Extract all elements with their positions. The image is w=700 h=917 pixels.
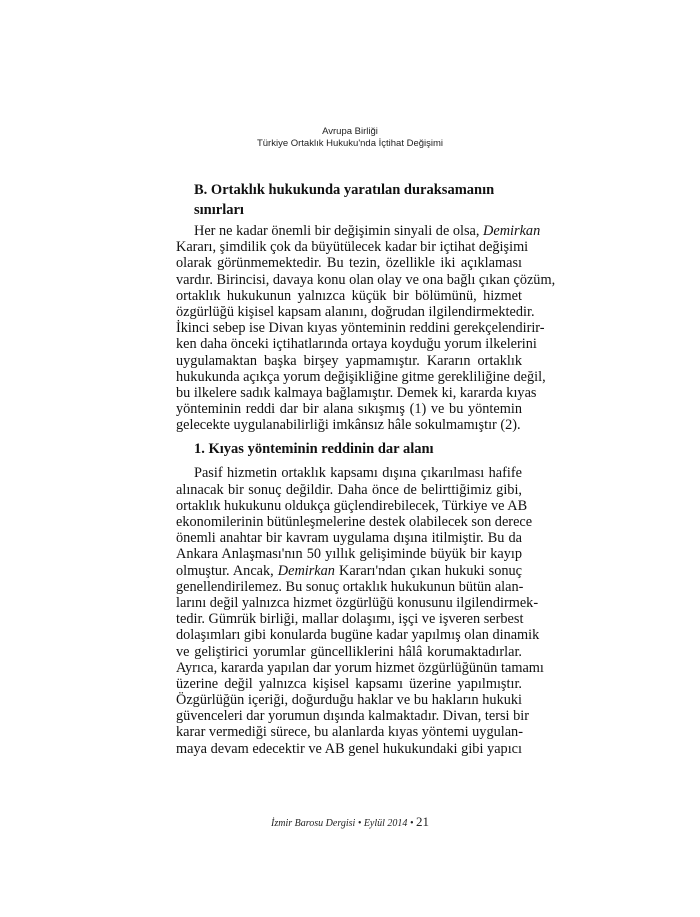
text-line: ekonomilerinin bütünleşmelerine destek olabilecek son derece [176,514,533,530]
text-line: Her ne kadar önemli bir değişimin sinyali de olsa, Demirkan [194,223,541,239]
page-number: 21 [415,814,429,829]
running-head-subtitle: Türkiye Ortaklık Hukuku'nda İçtihat Değişimi [256,138,444,149]
issue-date: Eylül 2014 [363,818,408,829]
text-line: ortaklık hukukunu oldukça güçlendirebilecek, Türkiye ve AB [176,497,528,514]
text-line: ortaklık hukukunun yalnızca küçük bir bölümünü, hizmet [176,287,522,304]
text-line: olarak görünmemektedir. Bu tezin, özellikle iki açıklaması [176,255,522,272]
text-line: Pasif hizmetin ortaklık kapsamı dışına çıkarılması hafife [194,465,522,482]
text-line: ve geliştirici yorumlar güncelliklerini hâlâ korumaktadırlar. [176,643,522,660]
running-head-title: Avrupa Birliği [322,126,378,137]
page-footer [0,814,700,830]
text-line: üzerine değil yalnızca kişisel kapsamı üzerine yapılmıştır. [176,675,522,692]
text-line: bu ilkelere sadık kalmaya bağlamıştır. Demek ki, kararda kıyas [176,384,537,401]
text-line: vardır. Birincisi, davaya konu olan olay ve ona bağlı çıkan çözüm, [176,271,556,288]
text-line: maya devam edecektir ve AB genel hukukundaki gibi yapıcı [176,740,522,757]
text-line: alınacak bir sonuç değildir. Daha önce de belirttiğimiz gibi, [176,481,522,498]
paragraph-2 [176,465,544,757]
text-line: hukukunda açıkça yorum değişikliğine gitme gerekliliğine değil, [176,368,546,385]
journal-name: İzmir Barosu Dergisi [271,818,356,829]
footer-separator: • [357,818,362,829]
text-line: Ayrıca, kararda yapılan dar yorum hizmet özgürlüğünün tamamı [176,659,544,676]
text-line: yönteminin reddi dar bir alana sıkışmış (1) ve bu yöntemin [176,401,522,418]
subsection-heading: 1. Kıyas yönteminin reddinin dar alanı [194,441,434,458]
text-line: genellendirilemez. Bu sonuç ortaklık hukukunun bütün alan- [176,578,524,595]
section-heading: B. Ortaklık hukukunda yaratılan duraksamanın sınırları [194,182,495,218]
text-line: ken daha önceki içtihatlarında ortaya koyduğu yorum ilkelerini [176,336,537,353]
text-line: Özgürlüğün içeriği, doğurduğu haklar ve bu hakların hukuki [176,692,522,709]
text-line: olmuştur. Ancak, Demirkan Kararı'ndan çıkan hukuki sonuç [176,562,522,579]
paragraph-1 [176,223,556,434]
text-line: özgürlüğü kişisel kapsam alanını, doğrudan ilgilendirmektedir. [176,303,535,320]
text-line: dolaşımları gibi konularda bugüne kadar yapılmış olan dinamik [176,627,540,644]
running-head [0,126,700,150]
text-line: Ankara Anlaşması'nın 50 yıllık gelişiminde büyük bir kayıp [176,546,522,563]
text-line: İkinci sebep ise Divan kıyas yönteminin reddini gerekçelendirir- [176,320,545,337]
text-line: larını değil yalnızca hizmet özgürlüğü konusunu ilgilendirmek- [176,594,539,611]
text-line: gelecekte uygulanabilirliği imkânsız hâle sokulmamıştır (2). [176,417,521,434]
page-content [176,180,556,757]
text-line: Kararı, şimdilik çok da büyütülecek kadar bir içtihat değişimi [176,239,529,256]
footer-separator: • [409,818,414,829]
text-line: tedir. Gümrük birliği, mallar dolaşımı, işçi ve işveren serbest [176,611,524,628]
text-line: güvenceleri dar yorumun dışında kalmaktadır. Divan, tersi bir [176,708,529,725]
text-line: uygulamaktan başka birşey yapmamıştır. Kararın ortaklık [176,352,522,369]
text-line: önemli anahtar bir kavram uygulama dışına itilmiştir. Bu da [176,530,522,547]
text-line: karar vermediği sürece, bu alanlarda kıyas yöntemi uygulan- [176,724,523,741]
